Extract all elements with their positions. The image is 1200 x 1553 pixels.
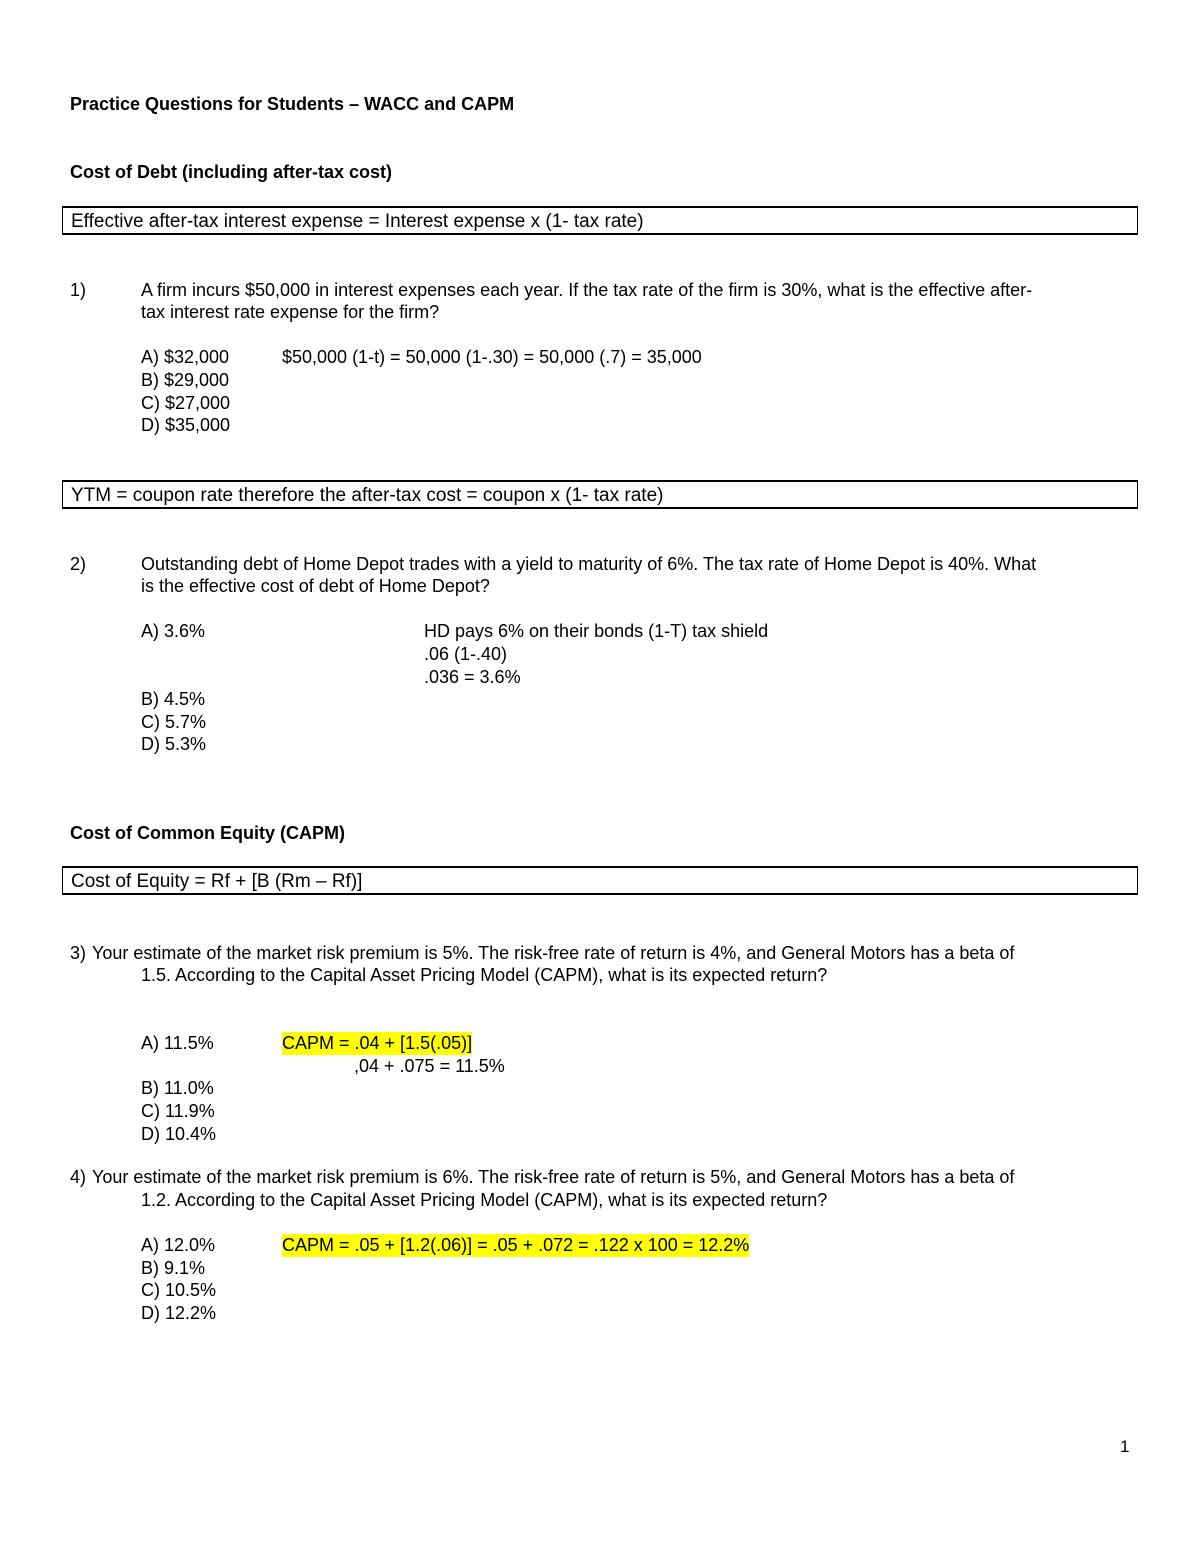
answer-option: A) 12.0% bbox=[141, 1235, 216, 1255]
question-text-line: 1.2. According to the Capital Asset Pricing Model (CAPM), what is its expected return? bbox=[141, 1190, 828, 1210]
answer-option: B) 9.1% bbox=[141, 1258, 206, 1278]
answer-option: D) 5.3% bbox=[141, 734, 207, 754]
question-number: 4) bbox=[70, 1167, 87, 1187]
question-text-line: Outstanding debt of Home Depot trades with a yield to maturity of 6%. The tax rate of Home Depot is 40%. What bbox=[141, 554, 1037, 574]
question-text-line: tax interest rate expense for the firm? bbox=[141, 302, 440, 322]
question-text-line: is the effective cost of debt of Home Depot? bbox=[141, 576, 490, 596]
question-text-line: A firm incurs $50,000 in interest expenses each year. If the tax rate of the firm is 30%, what is the effective after- bbox=[141, 280, 1033, 300]
question-number: 1) bbox=[70, 280, 87, 300]
worked-solution: ,04 + .075 = 11.5% bbox=[354, 1056, 505, 1076]
worked-solution: $50,000 (1-t) = 50,000 (1-.30) = 50,000 (.7) = 35,000 bbox=[282, 347, 702, 367]
formula-box-cost-of-equity bbox=[62, 866, 1138, 895]
formula-box-after-tax-interest bbox=[62, 206, 1138, 235]
formula-text: Effective after-tax interest expense = Interest expense x (1- tax rate) bbox=[71, 211, 644, 232]
answer-option: A) 3.6% bbox=[141, 621, 206, 641]
answer-option: C) 5.7% bbox=[141, 712, 207, 732]
answer-option: B) 4.5% bbox=[141, 689, 206, 709]
question-text-line: Your estimate of the market risk premium is 6%. The risk-free rate of return is 5%, and General Motors has a beta of bbox=[92, 1167, 1015, 1187]
question-text-line: 1.5. According to the Capital Asset Pricing Model (CAPM), what is its expected return? bbox=[141, 965, 828, 985]
worked-solution: .06 (1-.40) bbox=[424, 644, 508, 664]
worked-solution: .036 = 3.6% bbox=[424, 667, 521, 687]
question-number: 2) bbox=[70, 554, 87, 574]
question-text-line: Your estimate of the market risk premium is 5%. The risk-free rate of return is 4%, and General Motors has a beta of bbox=[92, 943, 1015, 963]
section-heading-debt: Cost of Debt (including after-tax cost) bbox=[70, 162, 393, 182]
answer-option: A) 11.5% bbox=[141, 1033, 214, 1053]
highlighted-solution: CAPM = .05 + [1.2(.06)] = .05 + .072 = .122 x 100 = 12.2% bbox=[282, 1235, 750, 1255]
answer-option: B) $29,000 bbox=[141, 370, 230, 390]
formula-text: YTM = coupon rate therefore the after-tax cost = coupon x (1- tax rate) bbox=[71, 485, 664, 506]
highlighted-solution: CAPM = .04 + [1.5(.05)] bbox=[282, 1033, 473, 1053]
answer-option: A) $32,000 bbox=[141, 347, 230, 367]
section-heading-equity: Cost of Common Equity (CAPM) bbox=[70, 823, 345, 843]
page-title: Practice Questions for Students – WACC and CAPM bbox=[70, 94, 515, 114]
page-number: 1 bbox=[1120, 1437, 1130, 1456]
answer-option: B) 11.0% bbox=[141, 1078, 214, 1098]
formula-box-ytm bbox=[62, 480, 1138, 509]
answer-option: C) 10.5% bbox=[141, 1280, 217, 1300]
formula-text: Cost of Equity = Rf + [B (Rm – Rf)] bbox=[71, 871, 363, 892]
answer-option: D) 12.2% bbox=[141, 1303, 217, 1323]
answer-option: C) 11.9% bbox=[141, 1101, 215, 1121]
worked-solution: HD pays 6% on their bonds (1-T) tax shield bbox=[424, 621, 769, 641]
answer-option: D) $35,000 bbox=[141, 415, 231, 435]
answer-option: C) $27,000 bbox=[141, 393, 231, 413]
answer-option: D) 10.4% bbox=[141, 1124, 217, 1144]
question-number: 3) bbox=[70, 943, 87, 963]
